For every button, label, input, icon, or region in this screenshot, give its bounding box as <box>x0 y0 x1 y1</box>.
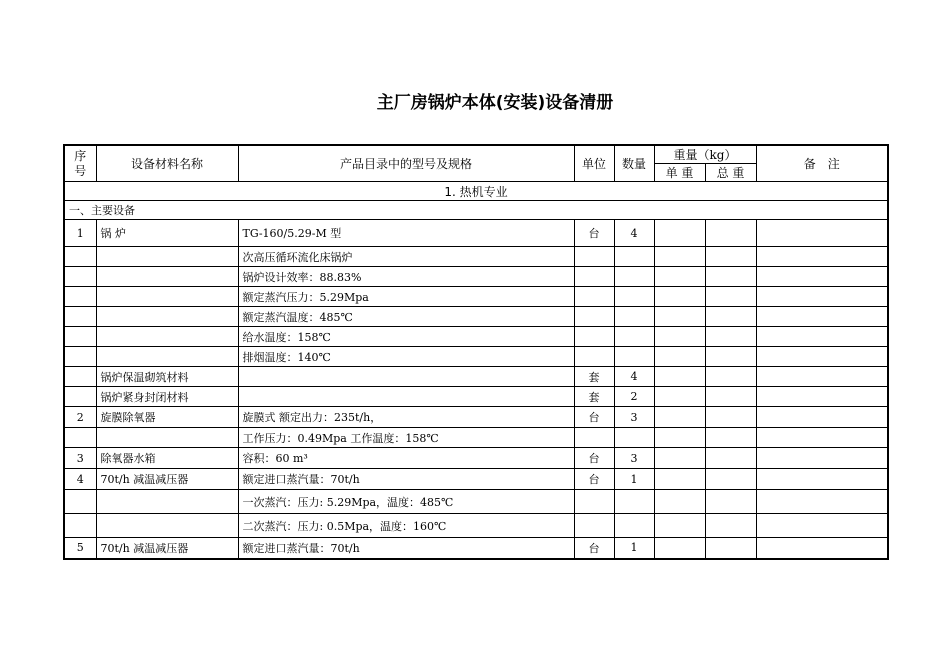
table-row <box>64 327 888 347</box>
cell-remark <box>756 247 888 267</box>
cell-qty: 3 <box>614 448 654 469</box>
cell-unit: 台 <box>574 469 614 490</box>
cell-remark <box>756 347 888 367</box>
cell-unit: 套 <box>574 367 614 387</box>
cell-spec: 给水温度：158℃ <box>238 327 574 347</box>
cell-unit: 台 <box>574 448 614 469</box>
cell-total-weight <box>705 407 756 428</box>
cell-name <box>96 490 238 514</box>
cell-remark <box>756 220 888 247</box>
cell-seq: 1 <box>64 220 96 247</box>
cell-spec: 锅炉设计效率：88.83% <box>238 267 574 287</box>
cell-name: 锅 炉 <box>96 220 238 247</box>
table-row <box>64 307 888 327</box>
cell-total-weight <box>705 387 756 407</box>
cell-qty <box>614 287 654 307</box>
header-qty: 数量 <box>614 145 654 182</box>
table-row <box>64 407 888 428</box>
cell-remark <box>756 448 888 469</box>
cell-remark <box>756 327 888 347</box>
cell-unit <box>574 490 614 514</box>
cell-qty <box>614 247 654 267</box>
cell-spec: 旋膜式 额定出力：235t/h， <box>238 407 574 428</box>
cell-qty: 3 <box>614 407 654 428</box>
cell-spec: 一次蒸汽：压力: 5.29Mpa，温度：485℃ <box>238 490 574 514</box>
cell-seq <box>64 514 96 538</box>
table-row <box>64 247 888 267</box>
cell-remark <box>756 538 888 559</box>
cell-unit <box>574 267 614 287</box>
cell-unit-weight <box>654 514 705 538</box>
cell-remark <box>756 469 888 490</box>
cell-total-weight <box>705 448 756 469</box>
cell-seq: 4 <box>64 469 96 490</box>
cell-spec <box>238 387 574 407</box>
table-row <box>64 448 888 469</box>
cell-seq <box>64 347 96 367</box>
cell-spec: 工作压力：0.49Mpa 工作温度：158℃ <box>238 428 574 448</box>
header-spec: 产品目录中的型号及规格 <box>238 145 574 182</box>
cell-seq <box>64 428 96 448</box>
cell-qty: 1 <box>614 469 654 490</box>
header-unit: 单位 <box>574 145 614 182</box>
cell-name <box>96 247 238 267</box>
header-weight: 重量（kg） <box>654 145 756 164</box>
cell-name <box>96 428 238 448</box>
cell-spec: 额定进口蒸汽量：70t/h <box>238 469 574 490</box>
cell-unit-weight <box>654 287 705 307</box>
cell-unit: 台 <box>574 220 614 247</box>
header-seq: 序 号 <box>64 145 96 182</box>
cell-unit-weight <box>654 538 705 559</box>
header-unit-weight: 单 重 <box>654 164 705 182</box>
cell-spec: 容积：60 m³ <box>238 448 574 469</box>
cell-seq: 2 <box>64 407 96 428</box>
cell-unit <box>574 428 614 448</box>
cell-unit: 台 <box>574 407 614 428</box>
cell-qty <box>614 514 654 538</box>
cell-seq <box>64 267 96 287</box>
cell-qty: 4 <box>614 367 654 387</box>
cell-spec: 二次蒸汽：压力: 0.5Mpa，温度：160℃ <box>238 514 574 538</box>
cell-seq <box>64 287 96 307</box>
cell-total-weight <box>705 287 756 307</box>
cell-remark <box>756 514 888 538</box>
cell-total-weight <box>705 469 756 490</box>
cell-unit-weight <box>654 267 705 287</box>
cell-remark <box>756 307 888 327</box>
cell-unit-weight <box>654 347 705 367</box>
table-row <box>64 538 888 559</box>
cell-total-weight <box>705 538 756 559</box>
header-name: 设备材料名称 <box>96 145 238 182</box>
cell-name: 除氧器水箱 <box>96 448 238 469</box>
cell-name: 70t/h 减温减压器 <box>96 538 238 559</box>
table-row <box>64 490 888 514</box>
cell-qty <box>614 267 654 287</box>
header-total-weight: 总 重 <box>705 164 756 182</box>
cell-total-weight <box>705 327 756 347</box>
cell-remark <box>756 287 888 307</box>
cell-qty <box>614 327 654 347</box>
cell-unit-weight <box>654 307 705 327</box>
cell-name <box>96 267 238 287</box>
cell-spec: 次高压循环流化床锅炉 <box>238 247 574 267</box>
cell-unit-weight <box>654 469 705 490</box>
cell-qty <box>614 490 654 514</box>
cell-total-weight <box>705 347 756 367</box>
cell-unit <box>574 327 614 347</box>
cell-unit <box>574 514 614 538</box>
cell-unit-weight <box>654 407 705 428</box>
cell-qty: 1 <box>614 538 654 559</box>
cell-total-weight <box>705 367 756 387</box>
table-row <box>64 514 888 538</box>
cell-seq <box>64 327 96 347</box>
cell-unit <box>574 287 614 307</box>
document-title: 主厂房锅炉本体(安装)设备清册 <box>376 93 614 113</box>
cell-name: 70t/h 减温减压器 <box>96 469 238 490</box>
table-row <box>64 367 888 387</box>
cell-remark <box>756 428 888 448</box>
table-row <box>64 347 888 367</box>
cell-spec: TG-160/5.29-M 型 <box>238 220 574 247</box>
table-row <box>64 428 888 448</box>
cell-spec: 排烟温度：140℃ <box>238 347 574 367</box>
cell-qty <box>614 428 654 448</box>
table-row <box>64 469 888 490</box>
cell-total-weight <box>705 428 756 448</box>
cell-unit <box>574 307 614 327</box>
cell-unit-weight <box>654 220 705 247</box>
cell-total-weight <box>705 220 756 247</box>
table-row <box>64 267 888 287</box>
cell-name: 旋膜除氧器 <box>96 407 238 428</box>
cell-remark <box>756 367 888 387</box>
cell-spec <box>238 367 574 387</box>
cell-unit-weight <box>654 448 705 469</box>
cell-name: 锅炉紧身封闭材料 <box>96 387 238 407</box>
cell-remark <box>756 407 888 428</box>
cell-unit-weight <box>654 327 705 347</box>
cell-unit-weight <box>654 490 705 514</box>
cell-unit: 套 <box>574 387 614 407</box>
cell-seq: 3 <box>64 448 96 469</box>
cell-remark <box>756 490 888 514</box>
cell-total-weight <box>705 267 756 287</box>
cell-total-weight <box>705 490 756 514</box>
cell-seq <box>64 367 96 387</box>
cell-qty: 4 <box>614 220 654 247</box>
cell-remark <box>756 267 888 287</box>
cell-qty <box>614 347 654 367</box>
cell-unit-weight <box>654 247 705 267</box>
cell-seq <box>64 387 96 407</box>
cell-total-weight <box>705 307 756 327</box>
cell-unit <box>574 347 614 367</box>
cell-total-weight <box>705 514 756 538</box>
cell-name <box>96 514 238 538</box>
section-heading: 1. 热机专业 <box>64 182 888 201</box>
cell-name <box>96 327 238 347</box>
cell-unit-weight <box>654 367 705 387</box>
cell-seq: 5 <box>64 538 96 559</box>
table-row <box>64 287 888 307</box>
cell-spec: 额定蒸汽温度：485℃ <box>238 307 574 327</box>
table-row <box>64 387 888 407</box>
cell-remark <box>756 387 888 407</box>
header-remark: 备 注 <box>756 145 888 182</box>
cell-qty: 2 <box>614 387 654 407</box>
equipment-table <box>63 144 889 560</box>
cell-unit: 台 <box>574 538 614 559</box>
cell-name <box>96 287 238 307</box>
subsection-heading: 一、主要设备 <box>64 201 888 220</box>
cell-seq <box>64 247 96 267</box>
cell-seq <box>64 490 96 514</box>
cell-spec: 额定蒸汽压力：5.29Mpa <box>238 287 574 307</box>
cell-total-weight <box>705 247 756 267</box>
cell-qty <box>614 307 654 327</box>
cell-name: 锅炉保温砌筑材料 <box>96 367 238 387</box>
cell-unit-weight <box>654 428 705 448</box>
cell-seq <box>64 307 96 327</box>
cell-name <box>96 307 238 327</box>
cell-unit-weight <box>654 387 705 407</box>
table-row <box>64 220 888 247</box>
cell-spec: 额定进口蒸汽量：70t/h <box>238 538 574 559</box>
cell-unit <box>574 247 614 267</box>
cell-name <box>96 347 238 367</box>
